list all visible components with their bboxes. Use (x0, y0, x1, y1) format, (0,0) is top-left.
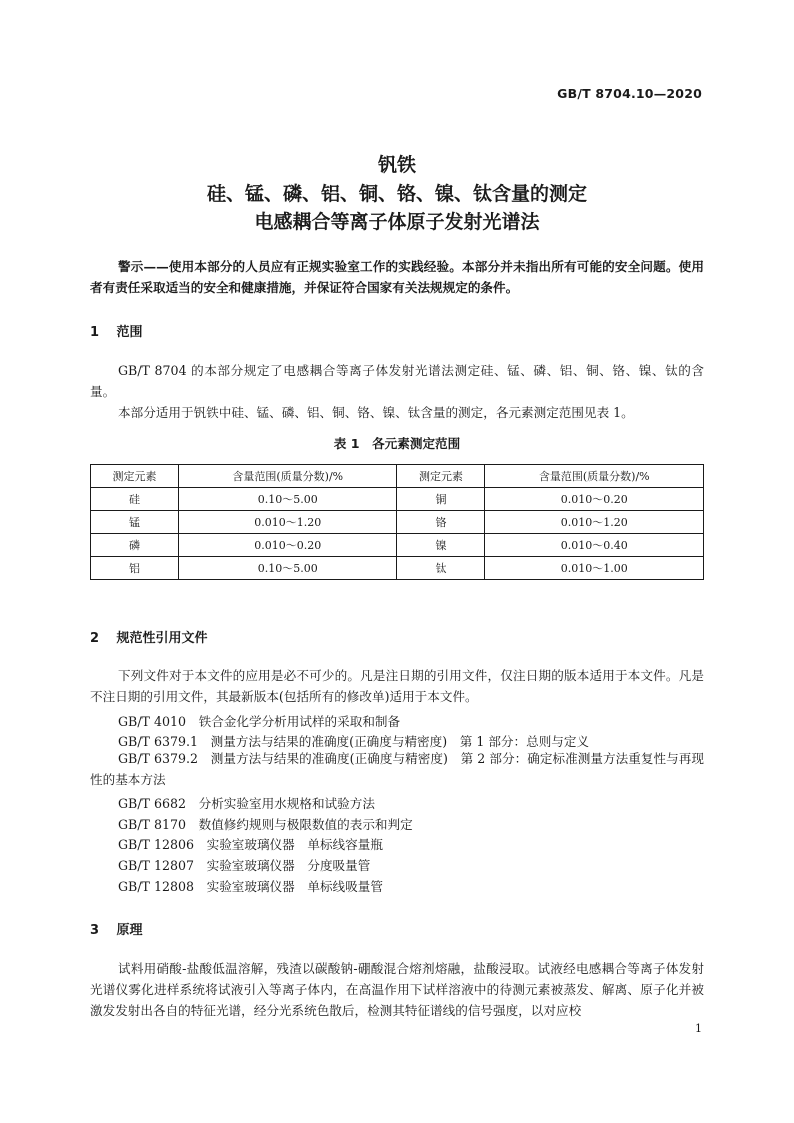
table-cell: 0.010～0.20 (178, 534, 397, 557)
scope-paragraph-2: 本部分适用于钒铁中硅、锰、磷、铝、铜、铬、镍、钛含量的测定，各元素测定范围见表 1。 (118, 405, 634, 420)
warning-paragraph: 警示——使用本部分的人员应有正规实验室工作的实践经验。本部分并未指出所有可能的安全问题。使用者有责任采取适当的安全和健康措施，并保证符合国家有关法规规定的条件。 (90, 259, 704, 295)
table-cell: 0.010～1.00 (485, 557, 704, 580)
table-row (91, 511, 704, 534)
section-title: 原理 (116, 923, 143, 938)
table-cell: 铬 (397, 511, 485, 534)
table-cell: 锰 (91, 511, 179, 534)
table-cell: 铝 (91, 557, 179, 580)
section-2-heading (90, 627, 208, 646)
reference-item: GB/T 6379.1 测量方法与结果的准确度(正确度与精密度) 第 1 部分：总则与定义 (118, 734, 590, 749)
table-caption: 表 1 各元素测定范围 (333, 436, 461, 451)
reference-item: GB/T 12808 实验室玻璃仪器 单标线吸量管 (118, 879, 383, 894)
table-cell: 0.10～5.00 (178, 488, 397, 511)
table-row (91, 557, 704, 580)
section-title: 规范性引用文件 (116, 631, 208, 646)
table-header-cell: 测定元素 (91, 465, 179, 488)
table-cell: 0.010～1.20 (485, 511, 704, 534)
reference-item: GB/T 12807 实验室玻璃仪器 分度吸量管 (118, 858, 371, 873)
doc-title-line2: 硅、锰、磷、铝、铜、铬、镍、钛含量的测定 (206, 183, 587, 205)
table-header-cell: 测定元素 (397, 465, 485, 488)
page-number: 1 (695, 1022, 702, 1035)
reference-item: GB/T 6682 分析实验室用水规格和试验方法 (118, 796, 375, 811)
reference-item-long: GB/T 6379.2 测量方法与结果的准确度(正确度与精密度) 第 2 部分：确定标准测量方法重复性与再现性的基本方法 (90, 751, 704, 787)
section-1-heading (90, 321, 143, 340)
section-number: 1 (90, 325, 100, 340)
reference-item: GB/T 4010 铁合金化学分析用试样的采取和制备 (118, 714, 401, 729)
table-cell: 硅 (91, 488, 179, 511)
table-cell: 镍 (397, 534, 485, 557)
section-title: 范围 (116, 325, 143, 340)
principle-paragraph: 试料用硝酸-盐酸低温溶解，残渣以碳酸钠-硼酸混合熔剂熔融，盐酸浸取。试液经电感耦合等离子体发射光谱仪雾化进样系统将试液引入等离子体内，在高温作用下试样溶液中的待测元素被蒸发、解离、原子化并被激发发射出各自的特征光谱，经分光系统色散后，检测其特征谱线的信号强度，以对应校 (90, 961, 704, 1018)
reference-item: GB/T 12806 实验室玻璃仪器 单标线容量瓶 (118, 837, 383, 852)
table-header-cell: 含量范围(质量分数)/% (485, 465, 704, 488)
table-cell: 钛 (397, 557, 485, 580)
standard-code: GB/T 8704.10—2020 (557, 86, 702, 101)
table-cell: 磷 (91, 534, 179, 557)
section-3-heading (90, 919, 143, 938)
normative-intro-paragraph: 下列文件对于本文件的应用是必不可少的。凡是注日期的引用文件，仅注日期的版本适用于本文件。凡是不注日期的引用文件，其最新版本(包括所有的修改单)适用于本文件。 (90, 668, 704, 704)
table-cell: 0.010～1.20 (178, 511, 397, 534)
section-number: 2 (90, 631, 100, 646)
section-number: 3 (90, 923, 100, 938)
table-cell: 0.010～0.40 (485, 534, 704, 557)
table-cell: 0.10～5.00 (178, 557, 397, 580)
table-cell: 0.010～0.20 (485, 488, 704, 511)
doc-title-line3: 电感耦合等离子体原子发射光谱法 (254, 211, 540, 233)
doc-title-line1: 钒铁 (377, 154, 416, 176)
table-header-row (91, 465, 704, 488)
table-cell: 铜 (397, 488, 485, 511)
table-row (91, 534, 704, 557)
table-header-cell: 含量范围(质量分数)/% (178, 465, 397, 488)
scope-paragraph-1: GB/T 8704 的本部分规定了电感耦合等离子体发射光谱法测定硅、锰、磷、铝、铜、铬、镍、钛的含量。 (90, 363, 704, 399)
reference-item: GB/T 8170 数值修约规则与极限数值的表示和判定 (118, 817, 413, 832)
table-row (91, 488, 704, 511)
element-range-table (90, 464, 704, 580)
